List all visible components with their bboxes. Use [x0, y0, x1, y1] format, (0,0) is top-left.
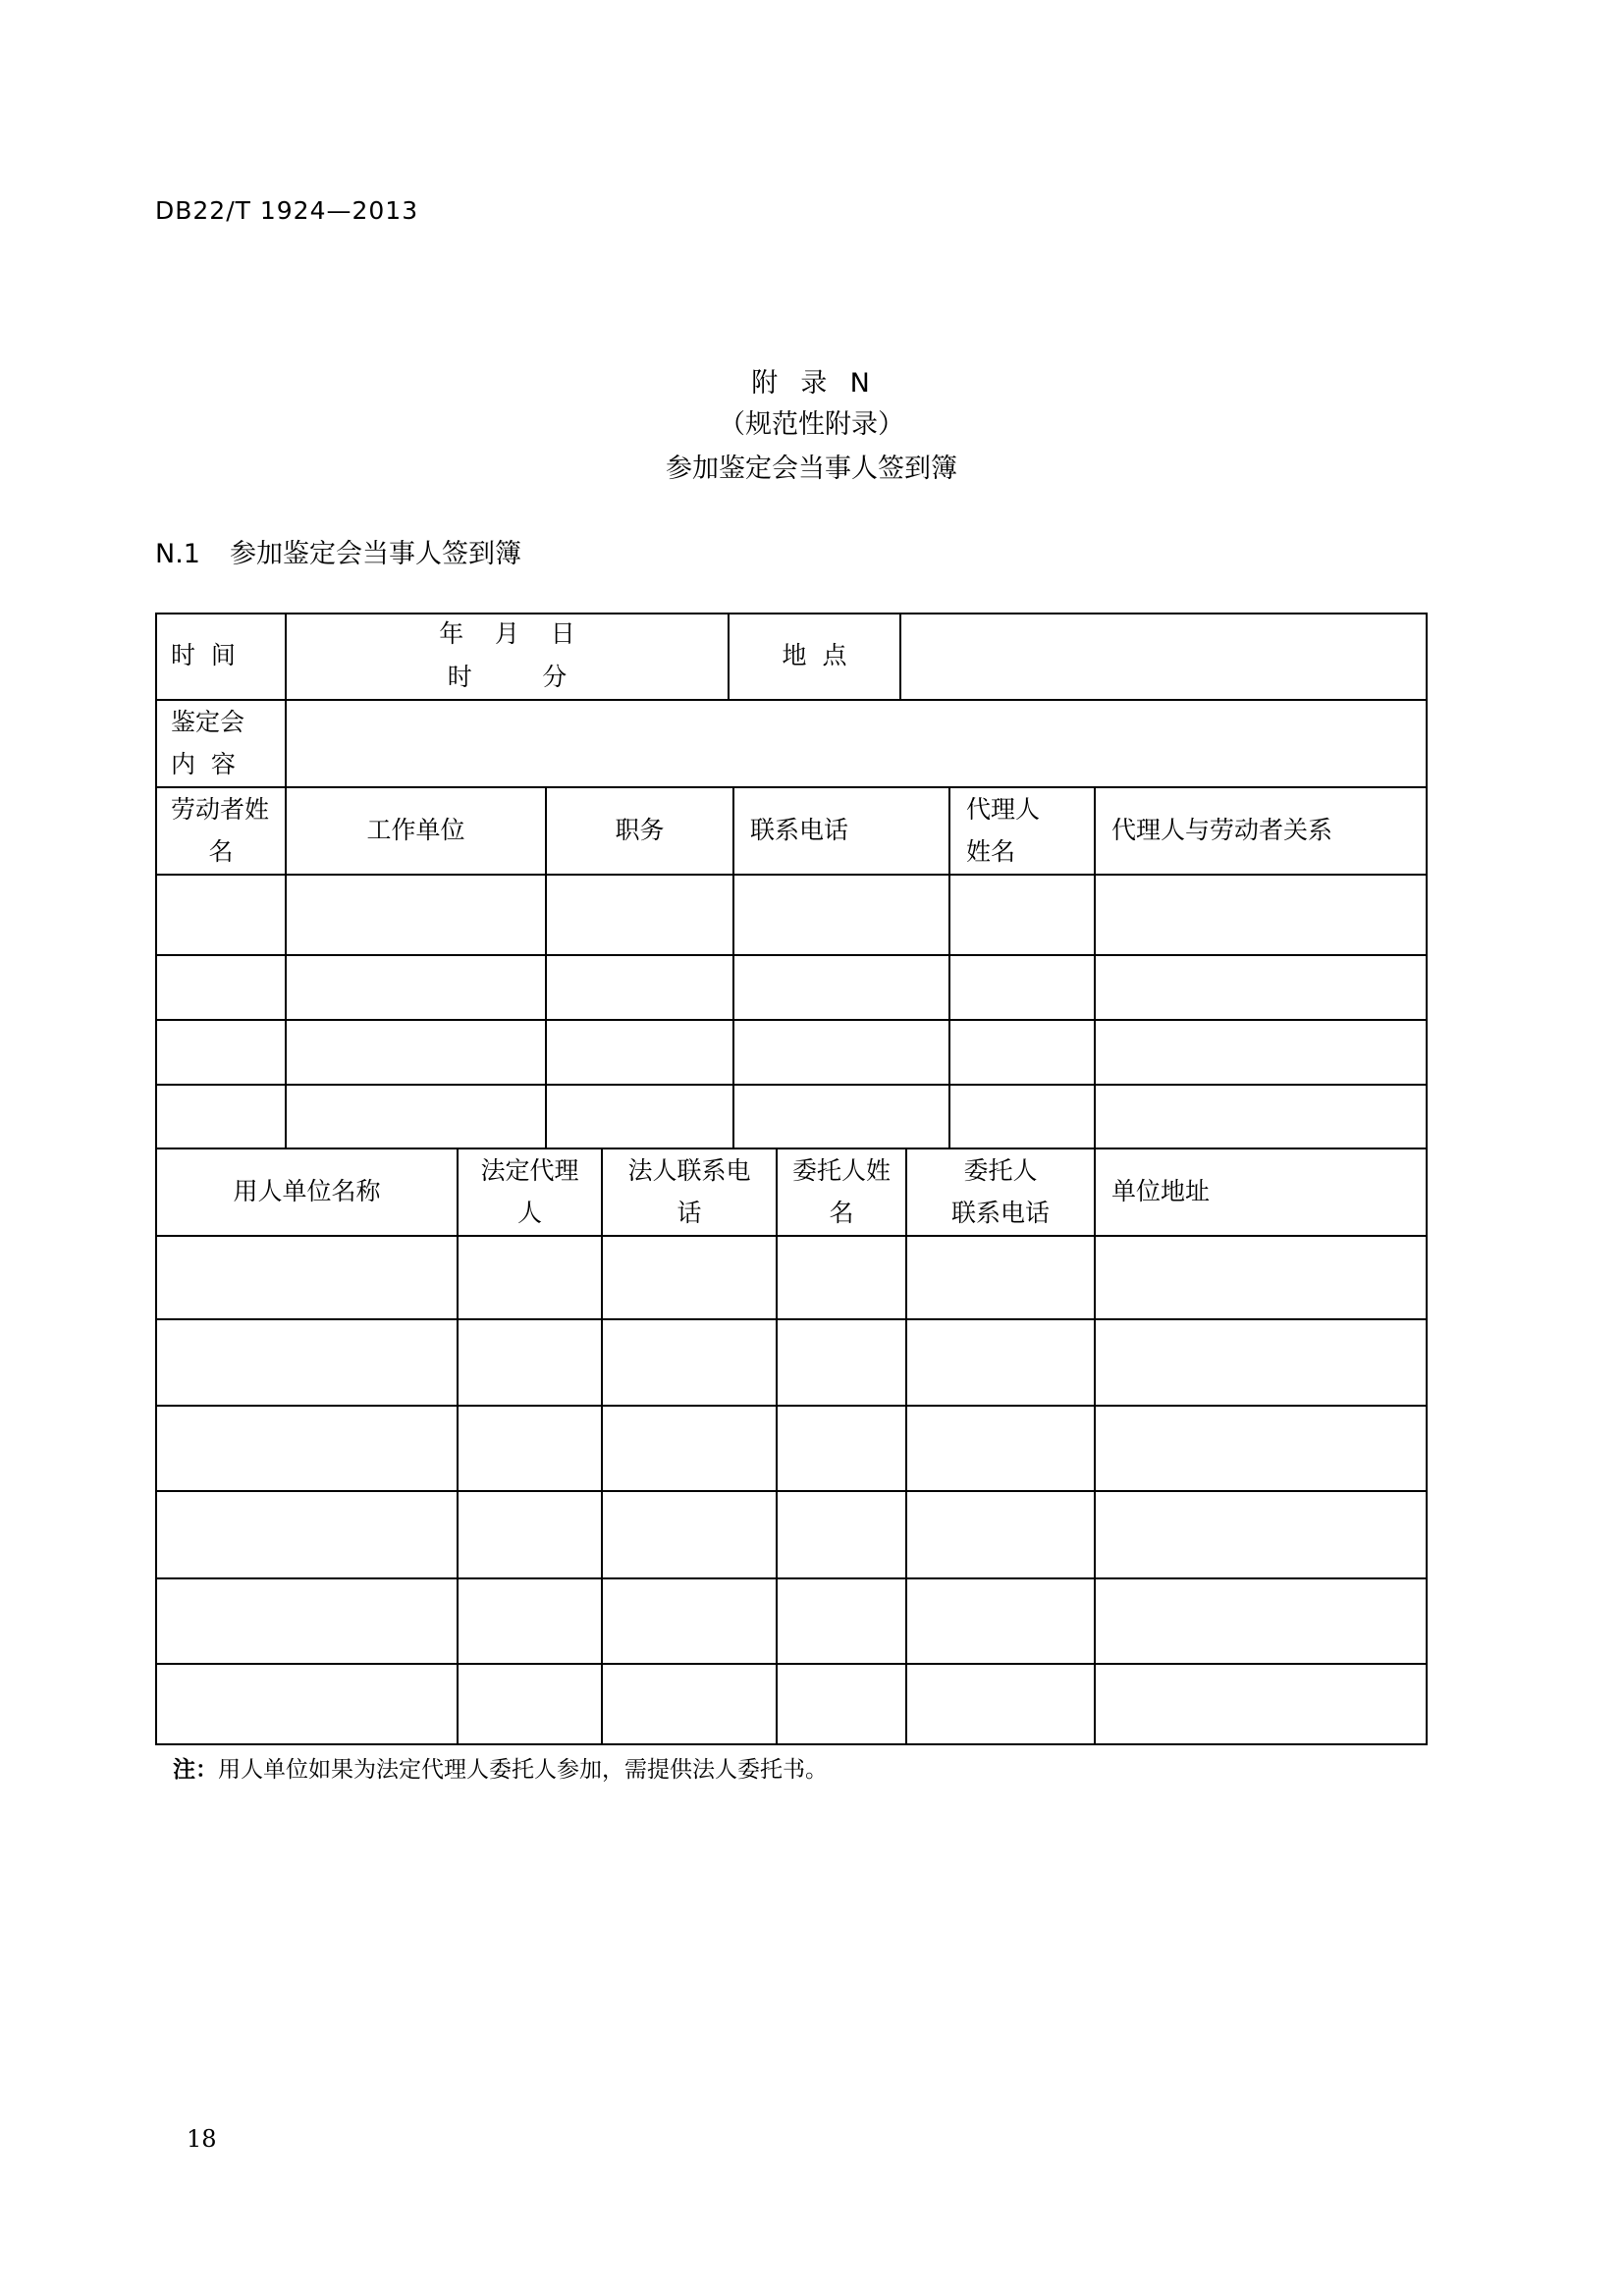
clock-line: 时 分	[447, 663, 568, 691]
note-label: 注：	[173, 1756, 218, 1783]
standard-code: DB22/T 1924—2013	[155, 196, 419, 225]
page-number: 18	[187, 2125, 217, 2153]
employer-address-header: 单位地址	[1111, 1177, 1211, 1205]
trustee-name-header-line2: 名	[829, 1199, 854, 1227]
date-line: 年 月 日	[439, 619, 575, 648]
legal-phone-header-line1: 法人联系电	[627, 1156, 751, 1185]
employer-unit-name-header: 用人单位名称	[233, 1177, 381, 1205]
agent-name-header-line1: 代理人	[966, 795, 1041, 824]
agent-relation-header: 代理人与劳动者关系	[1111, 816, 1333, 844]
content-label-line1: 鉴定会	[171, 708, 245, 736]
legal-rep-header-line2: 人	[516, 1199, 542, 1227]
legal-phone-header-line2: 话	[676, 1199, 702, 1227]
worker-name-header-line2: 名	[208, 837, 234, 866]
phone-header: 联系电话	[750, 816, 849, 844]
trustee-name-header-line1: 委托人姓	[791, 1156, 891, 1185]
appendix-title: 附 录 N	[751, 368, 872, 399]
content-label-line2: 内 容	[171, 750, 236, 778]
section-title: 参加鉴定会当事人签到簿	[229, 539, 521, 569]
note-text: 用人单位如果为法定代理人委托人参加，需提供法人委托书。	[218, 1757, 828, 1783]
work-unit-header: 工作单位	[366, 816, 465, 844]
trustee-phone-header-line1: 委托人	[963, 1156, 1038, 1185]
place-label: 地 点	[782, 641, 847, 669]
worker-name-header-line1: 劳动者姓	[171, 795, 270, 824]
section-heading	[155, 532, 521, 570]
position-header: 职务	[615, 816, 665, 844]
trustee-phone-header-line2: 联系电话	[950, 1199, 1050, 1227]
section-number: N.1	[155, 539, 200, 569]
agent-name-header-line2: 姓名	[966, 837, 1016, 866]
appendix-name: 参加鉴定会当事人签到簿	[666, 454, 957, 484]
table-note	[173, 1751, 828, 1784]
appendix-type: （规范性附录）	[719, 409, 904, 440]
legal-rep-header-line1: 法定代理	[480, 1156, 579, 1185]
time-label: 时 间	[171, 641, 236, 669]
